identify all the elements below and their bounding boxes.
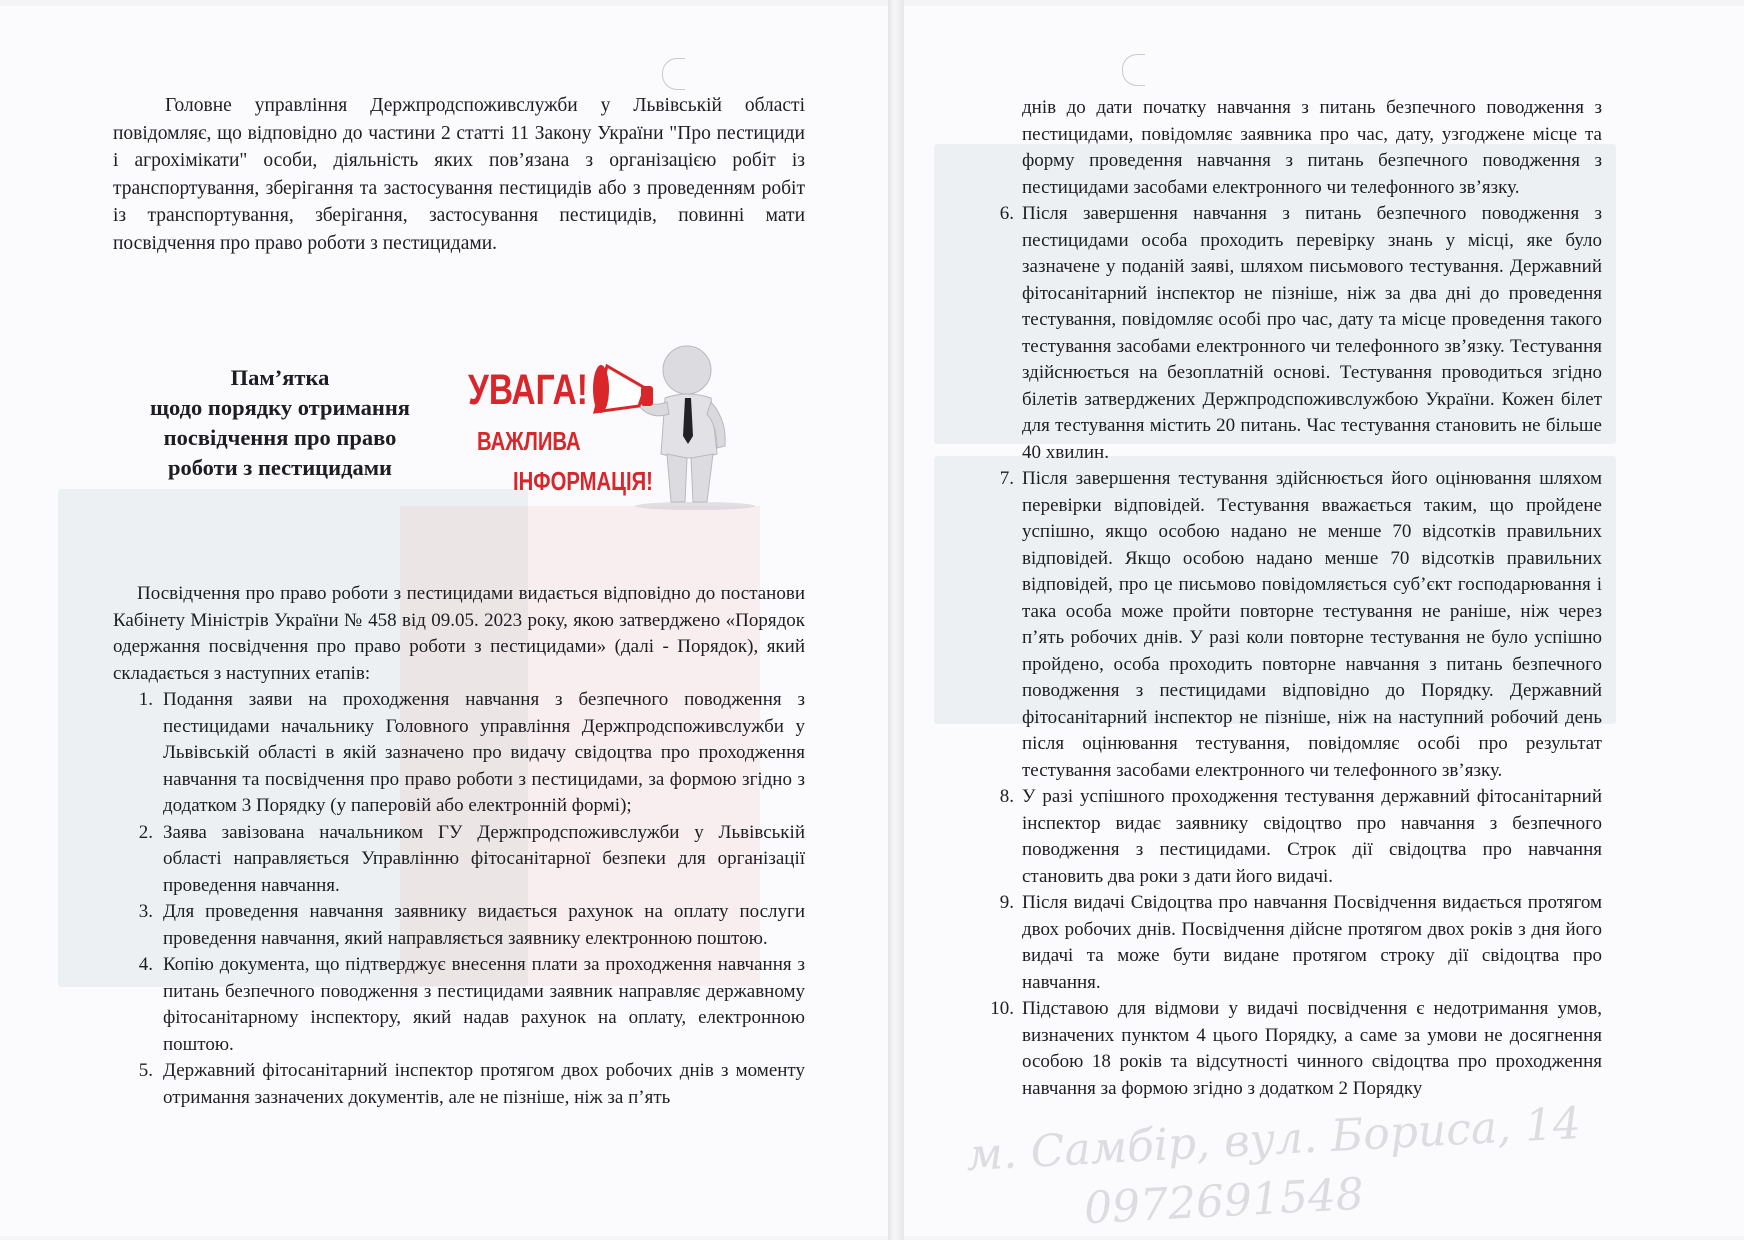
banner-information-text: ІНФОРМАЦІЯ!: [513, 466, 653, 496]
left-page: [0, 6, 888, 1236]
step-number: 8.: [999, 786, 1014, 807]
memo-title-line: посвідчення про право: [163, 425, 397, 450]
step-number: 9.: [999, 892, 1014, 913]
list-item: [128, 1058, 805, 1111]
list-item: [128, 820, 805, 900]
step-text: Заява завізована начальником ГУ Держпродспоживслужби у Львівській області направляється Управлінню фітосанітарної безпеки для організації проведення навчання.: [163, 821, 805, 896]
right-page: [904, 6, 1744, 1236]
page-gutter: [888, 0, 904, 1240]
step-number: 1.: [138, 689, 153, 710]
punch-hole-mark: [662, 58, 685, 90]
step-5-continuation: днів до дати початку навчання з питань безпечного поводження з пестицидами, повідомляє заявника про час, дату, узгоджене місце та форму проведення навчання з питань безпечного поводження з пестицидами засобами електронного чи телефонного зв’язку.: [1022, 97, 1602, 198]
step-text: Підставою для відмови у видачі посвідчення є недотримання умов, визначених пунктом 4 цього Порядку, а саме за умови не досягнення особою 18 років та відсутності чинного свідоцтва про проходження навчання за формою згідно з додатком 2 Порядку: [1022, 998, 1602, 1099]
step-text: Подання заяви на проходження навчання з безпечного поводження з пестицидами начальнику Головного управління Держпродспоживслужби у Львівській області в якій зазначено про видачу свідоцтва про проходження навчання та посвідчення про право роботи з пестицидами, за формою згідно з додатком 3 Порядку (у паперовій або електронній формі);: [163, 689, 805, 816]
step-number: 3.: [138, 901, 153, 922]
list-item: [979, 466, 1602, 784]
step-text: Для проведення навчання заявнику видається рахунок на оплату послуги проведення навчання, який направляється заявнику електронною поштою.: [163, 901, 805, 949]
list-item: [128, 899, 805, 952]
memo-title-line: Пам’ятка: [230, 365, 330, 390]
step-number: 5.: [138, 1060, 153, 1081]
list-item: [979, 784, 1602, 890]
intro-paragraph: Головне управління Держпродспоживслужби у Львівській області повідомляє, що відповідно до частини 2 статті 11 Закону України "Про пестициди і агрохімікати" особи, діяльність яких пов’язана з організацією робіт із транспортування, зберігання та застосування пестицидів або з проведенням робіт із транспортування, зберігання, застосування пестицидів, повинні мати посвідчення про право роботи з пестицидами.: [113, 95, 805, 254]
banner-attention-text: УВАГА!: [468, 366, 588, 414]
list-item: [128, 687, 805, 820]
list-item: [979, 201, 1602, 466]
memo-title-line: щодо порядку отримання: [150, 395, 410, 420]
step-number: 7.: [999, 468, 1014, 489]
step-text: Після завершення тестування здійснюється його оцінювання шляхом перевірки відповідей. Тестування вважається таким, що пройдене успішно, якщо особою надано не менше 70 відсотків правильних відповідей. Якщо особою надано менше 70 відсотків правильних відповідей, про це письмово повідомляється суб’єкт господарювання і така особа може пройти повторне тестування не раніше, ніж через п’ять робочих днів. У разі коли повторне тестування не було успішно пройдено, особа проходить повторне навчання з питань безпечного поводження з пестицидами відповідно до Порядку. Державний фітосанітарний інспектор не пізніше, ніж на наступний робочий день після оцінювання тестування, повідомляє особі про результат тестування засобами електронного чи телефонного зв’язку.: [1022, 468, 1602, 781]
banner-important-text: ВАЖЛИВА: [477, 426, 581, 456]
step-text: Після видачі Свідоцтва про навчання Посвідчення видається протягом двох робочих днів. Посвідчення дійсне протягом двох років з дня його видачі та може бути видане протягом строку дії свідоцтва про навчання.: [1022, 892, 1602, 993]
step-text: Після завершення навчання з питань безпечного поводження з пестицидами особа проходить перевірку знань у місці, яке було зазначене у поданій заяві, шляхом письмового тестування. Державний фітосанітарний інспектор не пізніше, ніж за два дні до проведення тестування, повідомляє особі про час, дату та місце проведення такого тестування засобами електронного чи телефонного зв’язку. Тестування здійснюється на безоплатній основі. Тестування проводиться згідно білетів затверджених Держпродспоживслужбою України. Кожен білет для тестування містить 20 питань. Час тестування становить не більше 40 хвилин.: [1022, 203, 1602, 463]
handwritten-phone-note: 0972691548: [1082, 1168, 1366, 1235]
step-text: Копію документа, що підтверджує внесення плати за проходження навчання з питань безпечного поводження з пестицидами заявник направляє державному фітосанітарному інспектору, який надав рахунок на оплату, електронною поштою.: [163, 954, 805, 1055]
punch-hole-mark: [1122, 54, 1145, 86]
attention-banner: [455, 336, 775, 511]
step-number: 10.: [990, 998, 1014, 1019]
step-text: У разі успішного проходження тестування державний фітосанітарний інспектор видає заявнику свідоцтво про навчання з безпечного поводження з пестицидами. Строк дії свідоцтва про навчання становить два роки з дати його видачі.: [1022, 786, 1602, 887]
handwritten-address-note: м. Самбір, вул. Бориса, 14: [965, 1097, 1583, 1182]
step-number: 6.: [999, 203, 1014, 224]
memo-title: [110, 363, 450, 483]
list-item: [128, 952, 805, 1058]
list-item: [979, 996, 1602, 1102]
procedure-steps-list: [128, 687, 805, 1111]
speaker-figure-illustration: [455, 336, 775, 511]
procedure-steps-list-continued: [979, 201, 1602, 1102]
list-item: [979, 890, 1602, 996]
step-number: 2.: [138, 821, 153, 843]
memo-title-line: роботи з пестицидами: [167, 455, 393, 480]
procedure-intro-paragraph: Посвідчення про право роботи з пестицидами видається відповідно до постанови Кабінету Міністрів України № 458 від 09.05. 2023 року, якою затверджено «Порядок одержання посвідчення про право роботи з пестицидами» (далі - Порядок), який складається з наступних етапів:: [113, 583, 805, 684]
step-text: Державний фітосанітарний інспектор протягом двох робочих днів з моменту отримання зазначених документів, але не пізніше, ніж за п’ять: [163, 1060, 805, 1108]
step-number: 4.: [138, 954, 153, 975]
